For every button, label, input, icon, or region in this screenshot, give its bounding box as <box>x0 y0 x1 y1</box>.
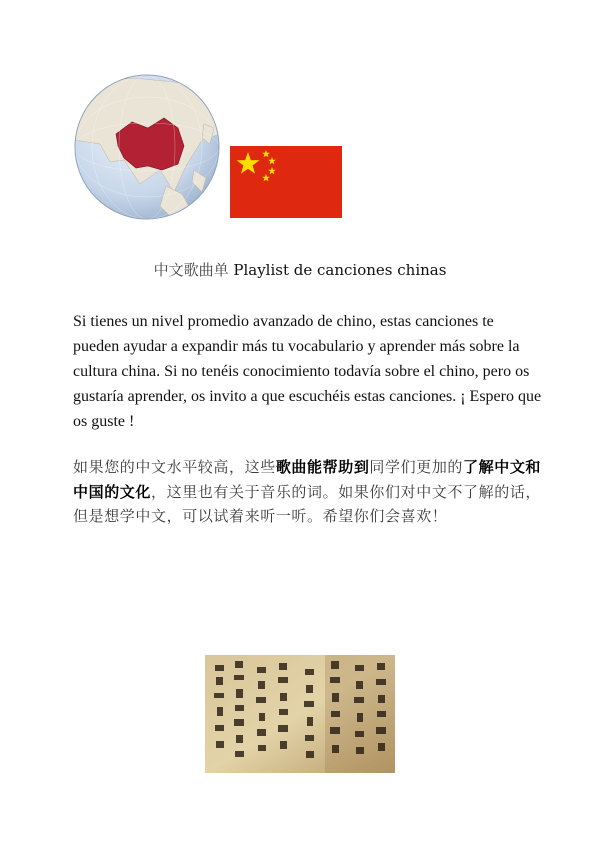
page-title <box>0 259 600 280</box>
zh-part3: 同学们更加的 <box>369 458 464 476</box>
globe-map-china <box>74 74 220 220</box>
calligraphy-scroll-image <box>205 655 395 773</box>
title-spanish: Playlist de canciones chinas <box>233 261 447 279</box>
zh-part1: 如果您的中文水平较高，这些 <box>73 458 276 476</box>
zh-part2: 歌曲能帮助到 <box>275 458 370 476</box>
spanish-paragraph: Si tienes un nivel promedio avanzado de chino, estas canciones te pueden ayudar a expandir más tu vocabulario y aprender más sobre la cultura china. Si no tenéis conocimiento todavía sobre el chino, pero os gustaría aprender, os invito a que escuchéis estas canciones. ¡ Espero que os guste ! <box>73 313 542 430</box>
title-chinese: 中文歌曲单 <box>153 261 229 279</box>
zh-part4: 了解中文和中国的文化 <box>73 458 542 501</box>
zh-part5: ，这里也有关于音乐的词。如果你们对中文不了解的话，但是想学中文，可以试着来听一听。希望你们会喜欢！ <box>73 482 542 525</box>
china-flag <box>230 146 342 218</box>
chinese-paragraph <box>73 455 543 529</box>
